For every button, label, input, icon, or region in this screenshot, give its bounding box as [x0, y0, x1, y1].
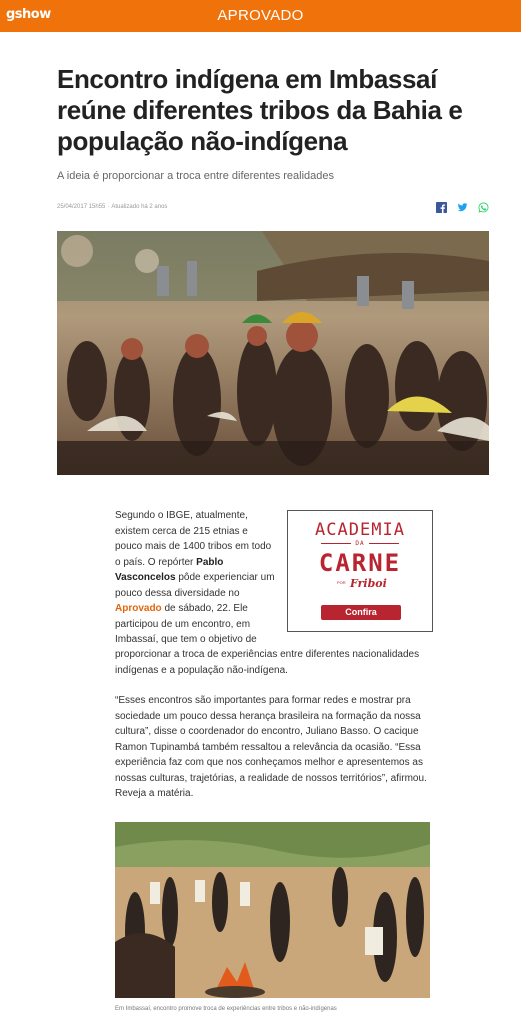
facebook-icon[interactable] — [436, 202, 447, 213]
gshow-logo[interactable]: gshow — [6, 7, 51, 22]
friboi-logo: Friboi — [350, 577, 387, 590]
article-subtitle: A ideia é proporcionar a troca entre diferentes realidades — [57, 170, 335, 182]
section-title[interactable]: APROVADO — [217, 7, 304, 24]
paragraph-1-text-a: Segundo o IBGE, atualmente, existem cerca de 215 etnias e pouco mais de 1400 tribos em todo o país. O repórter — [115, 510, 272, 568]
ad-headline-da: DA — [288, 540, 432, 547]
ad-headline: ACADEMIA — [315, 520, 405, 540]
updated-time: Atualizado há 2 anos — [111, 204, 168, 210]
photo-caption: Em Imbassaí, encontro promove troca de experiências entre tribos e não-indígenas — [115, 1006, 337, 1012]
reporter-name: Pablo Vasconcelos — [115, 556, 224, 583]
paragraph-1 — [115, 508, 277, 648]
paragraph-2: “Esses encontros são importantes para formar redes e mostrar pra sociedade um pouco dessa herança brasileira na formação da nossa cultura”, disse o coordenador do encontro, Juliano Basso. O cacique Ramon Tupinambá também ressaltou a relevância da ocasião. “Essa experiência faz com que nos conheçamos melhor e apresentemos as nossas culturas, trajetórias, a realidade de nossos territórios”, afirmou. Reveja a matéria. — [115, 695, 427, 799]
ad-confira-button[interactable]: Confira — [321, 605, 401, 620]
article-photo-gathering — [57, 231, 489, 475]
paragraph-1-text-b: pôde experienciar um pouco dessa diversidade no — [115, 572, 275, 599]
whatsapp-icon[interactable] — [478, 202, 489, 213]
ad-por: POR — [337, 580, 346, 585]
article-photo-dance — [115, 822, 430, 998]
paragraph-1-text-c: de sábado, 22. Ele participou de um encontro, em Imbassaí, que tem o objetivo de — [115, 603, 257, 645]
paragraph-1-continued: proporcionar a troca de experiências entre diferentes nacionalidades indígenas e a população não-indígena. — [115, 649, 420, 676]
article-meta: 25/04/2017 15h55 · Atualizado há 2 anos — [57, 204, 168, 210]
article-title: Encontro indígena em Imbassaí reúne diferentes tribos da Bahia e população não-indígena — [57, 64, 463, 156]
twitter-icon[interactable] — [457, 202, 468, 213]
top-bar — [0, 0, 521, 32]
publish-date: 25/04/2017 15h55 — [57, 204, 106, 210]
aprovado-link[interactable]: Aprovado — [115, 603, 162, 614]
advertisement-academia-da-carne[interactable] — [287, 510, 433, 632]
ad-headline-carne: CARNE — [318, 549, 402, 577]
